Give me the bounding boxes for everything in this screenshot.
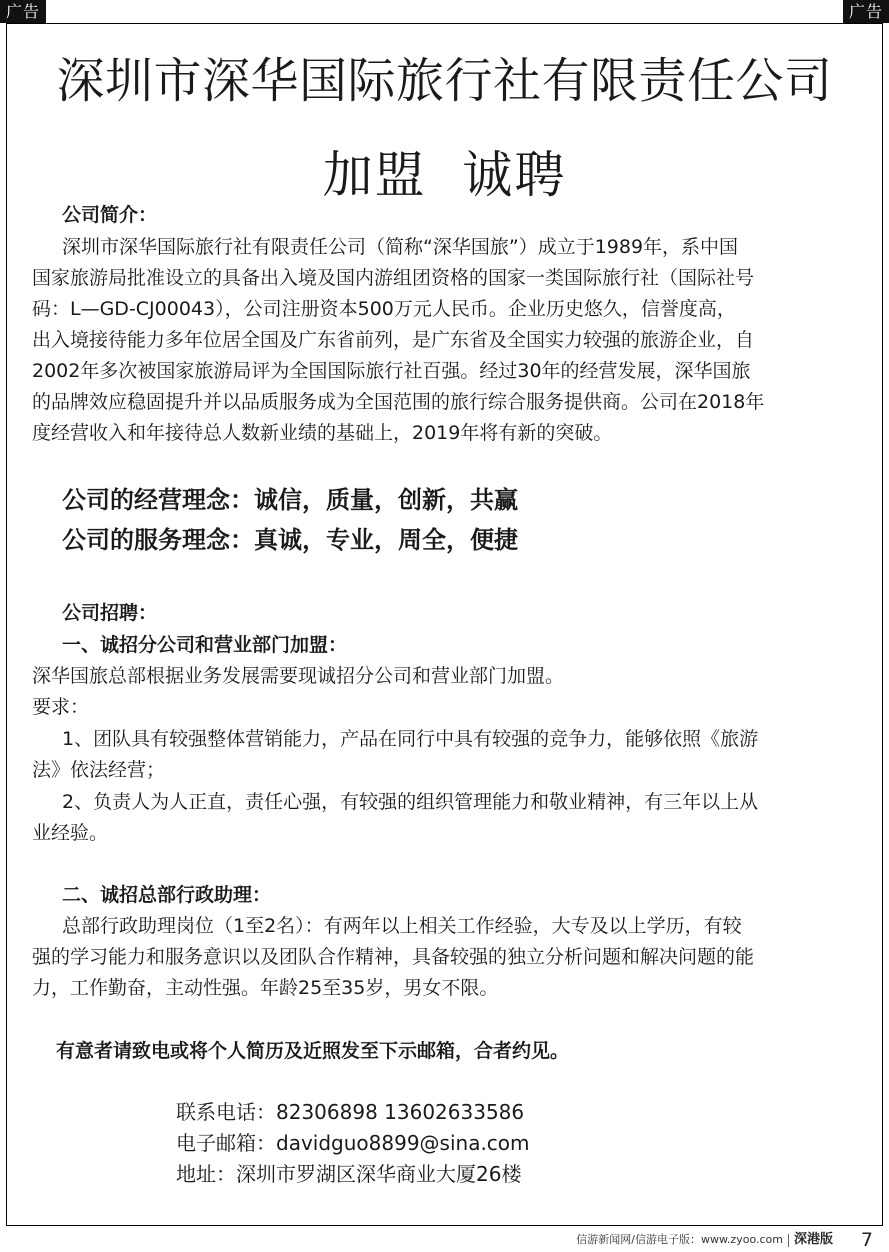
- intro-line-6: 的品牌效应稳固提升并以品质服务成为全国范围的旅行综合服务提供商。公司在2018年: [32, 391, 765, 413]
- intro-line-3: 码：L—GD-CJ00043），公司注册资本500万元人民币。企业历史悠久，信誉度高，: [32, 298, 736, 320]
- section2-line3: 力，工作勤奋，主动性强。年龄25至35岁，男女不限。: [32, 977, 499, 999]
- ad-subtitle: 加盟 诚聘: [322, 146, 567, 204]
- section1-desc: 深华国旅总部根据业务发展需要现诚招分公司和营业部门加盟。: [32, 665, 565, 687]
- footer-source: 信游新闻网/信游电子版：www.zyoo.com: [576, 1233, 783, 1246]
- contact-email: 电子邮箱：davidguo8899@sina.com: [176, 1131, 530, 1155]
- intro-line-5: 2002年多次被国家旅游局评为全国国际旅行社百强。经过30年的经营发展，深华国旅: [32, 360, 751, 382]
- intro-heading: 公司简介：: [62, 204, 158, 226]
- intro-line-7: 度经营收入和年接待总人数新业绩的基础上，2019年将有新的突破。: [32, 422, 613, 444]
- recruit-heading: 公司招聘：: [62, 602, 158, 624]
- section1-title: 一、诚招分公司和营业部门加盟：: [62, 634, 348, 656]
- section1-req-label: 要求：: [32, 696, 90, 718]
- section1-req1-line2: 法》依法经营；: [32, 759, 166, 781]
- contact-phone: 联系电话：82306898 13602633586: [176, 1100, 525, 1124]
- intro-line-4: 出入境接待能力多年位居全国及广东省前列，是广东省及全国实力较强的旅游企业，自: [32, 329, 755, 351]
- page-number: 7: [860, 1229, 873, 1251]
- section1-req2-line1: 2、负责人为人正直，责任心强，有较强的组织管理能力和敬业精神，有三年以上从: [62, 791, 759, 813]
- section2-title: 二、诚招总部行政助理：: [62, 884, 272, 906]
- section1-req2-line2: 业经验。: [32, 822, 109, 844]
- company-title: 深圳市深华国际旅行社有限责任公司: [56, 53, 833, 109]
- contact-address: 地址：深圳市罗湖区深华商业大厦26楼: [176, 1162, 522, 1186]
- intro-line-1: 深圳市深华国际旅行社有限责任公司（简称“深华国旅”）成立于1989年，系中国: [62, 236, 739, 258]
- ad-tag-left: 广告: [0, 0, 46, 23]
- intro-line-2: 国家旅游局批准设立的具备出入境及国内游组团资格的国家一类国际旅行社（国际社号: [32, 267, 755, 289]
- section2-line1: 总部行政助理岗位（1至2名）：有两年以上相关工作经验，大专及以上学历，有较: [62, 915, 742, 937]
- service-philosophy: 公司的服务理念：真诚，专业，周全，便捷: [62, 526, 518, 554]
- footer: [576, 1230, 833, 1250]
- section1-req1-line1: 1、团队具有较强整体营销能力，产品在同行中具有较强的竞争力，能够依照《旅游: [62, 728, 759, 750]
- footer-edition: 深港版: [793, 1232, 833, 1247]
- business-philosophy: 公司的经营理念：诚信，质量，创新，共赢: [62, 486, 518, 514]
- ad-tag-right: 广告: [843, 0, 889, 23]
- closing-line: 有意者请致电或将个人简历及近照发至下示邮箱，合者约见。: [56, 1040, 570, 1062]
- footer-divider: [788, 1234, 789, 1247]
- section2-line2: 强的学习能力和服务意识以及团队合作精神，具备较强的独立分析问题和解决问题的能: [32, 946, 755, 968]
